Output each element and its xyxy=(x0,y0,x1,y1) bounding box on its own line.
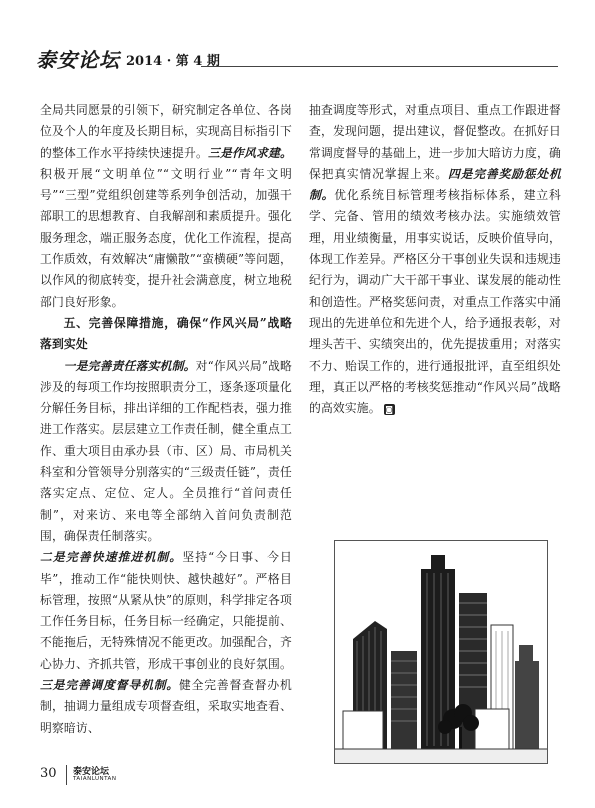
paragraph-text: 积极开展“文明单位”“文明行业”“青年文明号”“三型”党组织创建等系列争创活动，加强干部职工的思想教育、自我解剖和素质提升。强化服务理念，端正服务态度，优化工作流程，提高工作质效，有效解决“庸懒散”“蛮横硬”等问题，以作风的彻底转变，提升社会满意度，树立地税部门良好形象。 xyxy=(40,166,292,309)
issue-label: 2014 · 第 4 期 xyxy=(126,54,220,69)
paragraph-text: 坚持“今日事、今日毕”，推动工作“能快则快、越快越好”。严格目标管理，按照“从紧从快”的原则，科学排定各项工作任务目标，任务目标一经确定，只能提前、不能拖后，无特殊情况不能更改。加强配合，齐心协力、齐抓共管，形成干事创业的良好氛围。 xyxy=(40,550,292,671)
paragraph-text: 优化系统目标管理考核指标体系，建立科学、完备、管用的绩效考核办法。实施绩效管理，用业绩衡量，用事实说话，反映价值导向，体现工作差异。严格区分干事创业失误和违规违纪行为，调动广大干部干事业、谋发展的能动性和创造性。严格奖惩问责，对重点工作落实中涌现出的先进单位和先进个人，给予通报表彰，对埋头苦干、实绩突出的，优先提拔重用；对落实不力、贻误工作的，进行通报批评，直至组织处理，真正以严格的考核奖惩推动“作风兴局”战略的高效实施。 xyxy=(309,188,561,416)
paragraph-lead: 三是作风求建。 xyxy=(208,145,292,160)
page-number: 30 xyxy=(40,766,57,781)
paragraph xyxy=(40,100,292,313)
paragraph-text: 对“作风兴局”战略涉及的每项工作均按照职责分工，逐条逐项量化分解任务目标，排出详细的工作配档表，强力推进工作落实。层层建立工作责任制，健全重点工作、重大项目由承办县（市、区）局、市局机关科室和分管领导分别落实的“三级责任链”，责任落实定点、定位、定人。全员推行“首问责任制”，对来访、来电等全部纳入首问负责制范围，确保责任制落实。 xyxy=(40,358,292,543)
paragraph-text: 抽查调度等形式，对重点项目、重点工作跟进督查，发现问题，提出建议，督促整改。在抓好日常调度督导的基础上，进一步加大暗访力度，确保把真实情况掌握上来。 xyxy=(309,103,561,181)
skyline-svg xyxy=(335,541,547,763)
end-mark-icon: ◙ xyxy=(385,404,394,414)
paragraph xyxy=(309,100,561,419)
footer-journal-name: 泰安论坛 xyxy=(73,767,110,777)
page-header xyxy=(36,44,558,74)
paragraph-lead: 一是完善责任落实机制。 xyxy=(63,358,196,373)
paragraph-lead: 二是完善快速推进机制。 xyxy=(40,550,183,565)
paragraph-lead: 三是完善调度督导机制。 xyxy=(40,678,179,693)
paragraph xyxy=(40,356,292,548)
footer-divider xyxy=(66,765,67,785)
city-skyline-illustration xyxy=(334,540,548,764)
paragraph-text: 健全完善督查督办机制，抽调力量组成专项督查组，采取实地查看、明察暗访、 xyxy=(40,678,293,735)
header-rule xyxy=(201,66,558,67)
footer-journal-pinyin: TAIANLUNTAN xyxy=(73,776,117,782)
section-heading: 五、完善保障措施，确保“作风兴局”战略落到实处 xyxy=(40,315,292,352)
journal-logo: 泰安论坛 xyxy=(36,48,120,72)
paragraph xyxy=(40,547,292,739)
paragraph-lead: 四是完善奖励惩处机制。 xyxy=(309,166,562,203)
page-footer xyxy=(40,764,240,788)
right-column xyxy=(309,100,561,419)
paragraph-text: 全局共同愿景的引领下，研究制定各单位、各岗位及个人的年度及长期目标，实现高目标指引下的整体工作水平持续快速提升。 xyxy=(40,103,292,160)
left-column xyxy=(40,100,292,739)
